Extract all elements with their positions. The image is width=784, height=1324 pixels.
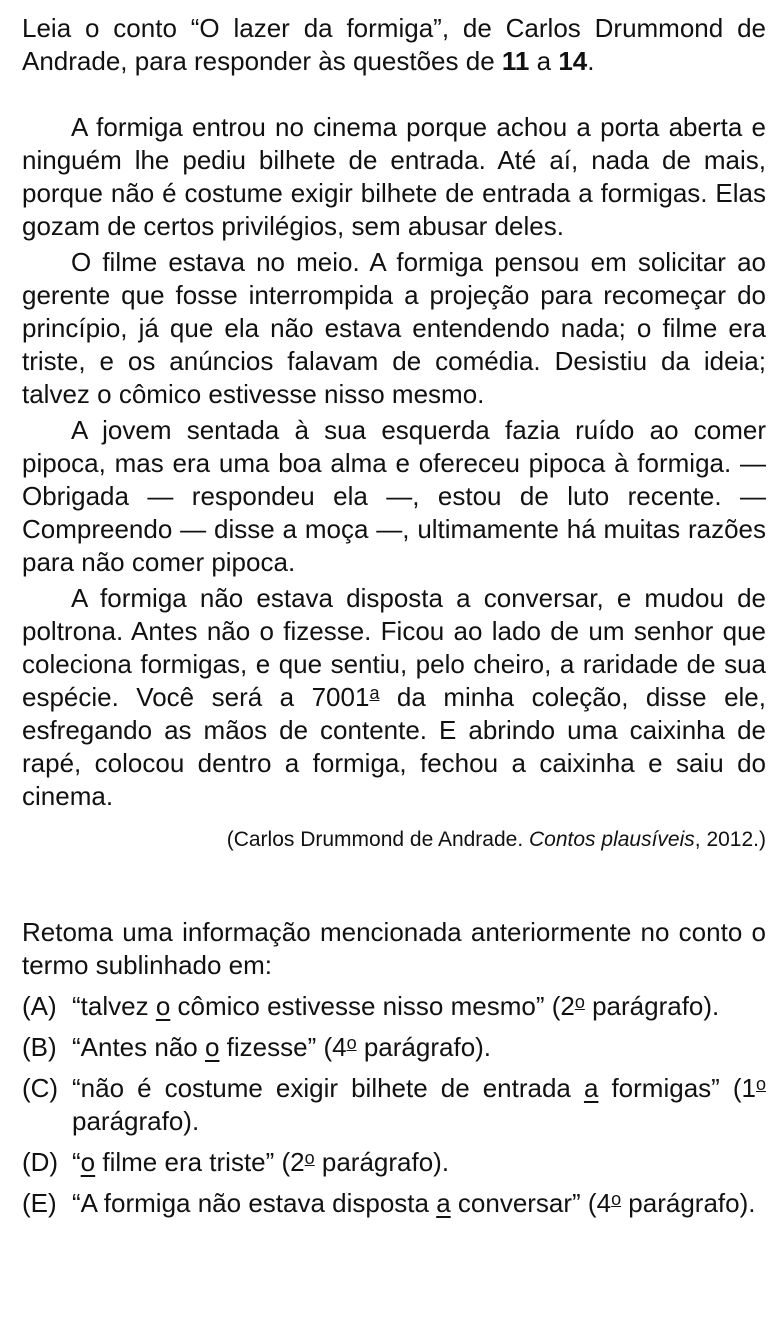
instructions-connector: a [529,46,559,76]
option-text [72,990,766,1023]
underlined-term: o [80,1147,96,1177]
ordinal-indicator: o [304,1148,315,1168]
option-text-end: parágrafo). [621,1188,756,1218]
paragraph-4-start: A formiga não estava disposta a conversar, e mudou de poltrona. Antes não o fizesse. Ficou ao lado de um senhor que coleciona formigas, e que sentiu, pelo cheiro, a raridade de sua espécie. Você será a 7001 [22,583,766,712]
option-text-middle: cômico estivesse nisso mesmo” (2 [170,991,575,1021]
option-text-middle: formigas” (1 [598,1073,756,1103]
option-b[interactable] [22,1031,766,1064]
option-letter: (D) [22,1147,59,1177]
option-text [72,1146,766,1179]
option-text-middle: conversar” (4 [450,1188,612,1218]
question-block [22,916,766,1220]
story-paragraph-3: A jovem sentada à sua esquerda fazia ruído ao comer pipoca, mas era uma boa alma e ofereceu pipoca à formiga. — Obrigada — respondeu ela —, estou de luto recente. — Compreendo — disse a moça —, ultimamente há muitas razões para não comer pipoca. [22,415,766,577]
instructions [22,12,766,78]
option-text-start: “A formiga não estava disposta [72,1188,437,1218]
underlined-term: a [583,1073,599,1103]
ordinal-indicator: o [611,1189,622,1209]
option-d[interactable] [22,1146,766,1179]
option-letter: (B) [22,1032,57,1062]
option-letter: (E) [22,1188,57,1218]
option-text-end: parágrafo). [356,1032,492,1062]
story-source [22,826,766,854]
source-year: , 2012.) [694,828,766,851]
option-letter: (A) [22,991,57,1021]
story-paragraph-2: O filme estava no meio. A formiga pensou em solicitar ao gerente que fosse interrompida a projeção para recomeçar do princípio, já que ela não estava entendendo nada; o filme era triste, e os anúncios falavam de comédia. Desistiu da ideia; talvez o cômico estivesse nisso mesmo. [22,247,766,409]
question-end-number: 14 [558,46,588,76]
option-e[interactable] [22,1187,766,1220]
option-letter: (C) [22,1073,59,1103]
option-text-start: “não é costume exigir bilhete de entrada [72,1073,584,1103]
source-work-title: Contos plausíveis [529,828,695,851]
option-text-end: parágrafo). [584,991,720,1021]
option-a[interactable] [22,990,766,1023]
story-text [22,111,766,813]
ordinal-indicator: o [755,1074,766,1094]
ordinal-indicator: o [574,992,585,1012]
story-paragraph-4 [22,582,766,813]
option-text-middle: filme era triste” (2 [95,1147,305,1177]
option-text [72,1072,766,1138]
ordinal-indicator: a [369,683,380,703]
story-paragraph-1: A formiga entrou no cinema porque achou a porta aberta e ninguém lhe pediu bilhete de entrada. Até aí, nada de mais, porque não é costume exigir bilhete de entrada a formigas. Elas gozam de certos privilégios, sem abusar deles. [22,112,766,241]
option-text-start: “talvez [72,991,156,1021]
exam-page [22,12,766,1220]
instructions-text: Leia o conto “O lazer da formiga”, de Carlos Drummond de Andrade, para responder às questões de [22,13,766,76]
question-start-number: 11 [501,46,530,76]
option-text-start: “Antes não [72,1032,205,1062]
instructions-period: . [587,46,595,76]
option-c[interactable] [22,1072,766,1138]
option-text-end: parágrafo). [314,1147,450,1177]
underlined-term: a [436,1188,451,1218]
option-text-middle: fizesse” (4 [219,1032,347,1062]
option-text [72,1187,766,1220]
question-stem: Retoma uma informação mencionada anteriormente no conto o termo sublinhado em: [22,917,766,980]
paragraph-4-end: da minha coleção, disse ele, esfregando as mãos de contente. E abrindo uma caixinha de rapé, colocou dentro a formiga, fechou a caixinha e saiu do cinema. [22,682,766,811]
underlined-term: o [155,991,171,1021]
source-author: (Carlos Drummond de Andrade. [226,828,530,851]
underlined-term: o [204,1032,220,1062]
ordinal-indicator: o [346,1033,357,1053]
option-text [72,1031,766,1064]
option-text-end: parágrafo). [72,1106,200,1136]
option-text-start: “ [72,1147,81,1177]
